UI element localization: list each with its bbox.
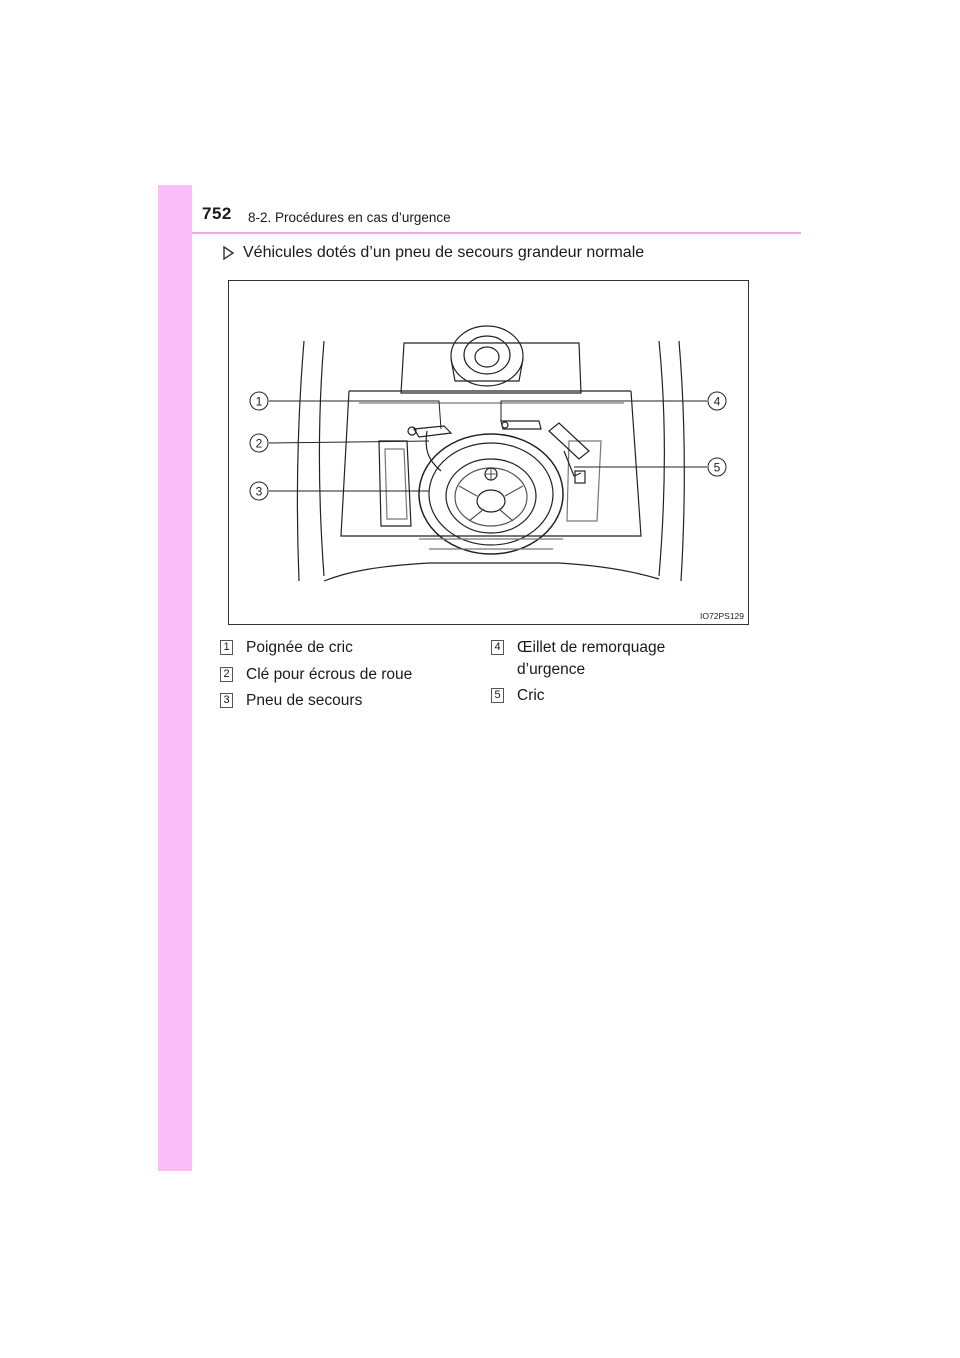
legend-text-5: Cric	[517, 687, 545, 704]
section-title: 8-2. Procédures en cas d’urgence	[248, 210, 451, 225]
callout-5: 5	[713, 460, 721, 475]
trunk-illustration	[229, 281, 750, 626]
header-rule	[192, 232, 801, 234]
page-number: 752	[202, 204, 232, 223]
callout-4: 4	[713, 394, 721, 409]
callout-2: 2	[255, 436, 263, 451]
legend-item-3	[220, 690, 362, 712]
legend-item-4	[491, 637, 665, 681]
subheading	[220, 244, 644, 262]
legend-number-5: 5	[491, 688, 504, 703]
figure-code: IO72PS129	[700, 611, 744, 621]
side-color-strip	[158, 185, 192, 1171]
legend-item-2	[220, 664, 412, 686]
legend-number-1: 1	[220, 640, 233, 655]
legend-number-4: 4	[491, 640, 504, 655]
legend-text-2: Clé pour écrous de roue	[246, 666, 413, 683]
triangle-bullet-icon	[220, 245, 236, 261]
callout-3: 3	[255, 484, 263, 499]
legend-text-4: Œillet de remorquage d’urgence	[517, 639, 666, 678]
subheading-text: Véhicules dotés d’un pneu de secours grandeur normale	[243, 244, 645, 261]
legend-item-5	[491, 685, 545, 707]
legend-text-1: Poignée de cric	[246, 639, 353, 656]
legend-number-3: 3	[220, 693, 233, 708]
spare-tire-illustration	[228, 280, 749, 625]
legend-text-3: Pneu de secours	[246, 692, 363, 709]
legend-number-2: 2	[220, 667, 233, 682]
callout-1: 1	[255, 394, 263, 409]
legend-item-1	[220, 637, 353, 659]
